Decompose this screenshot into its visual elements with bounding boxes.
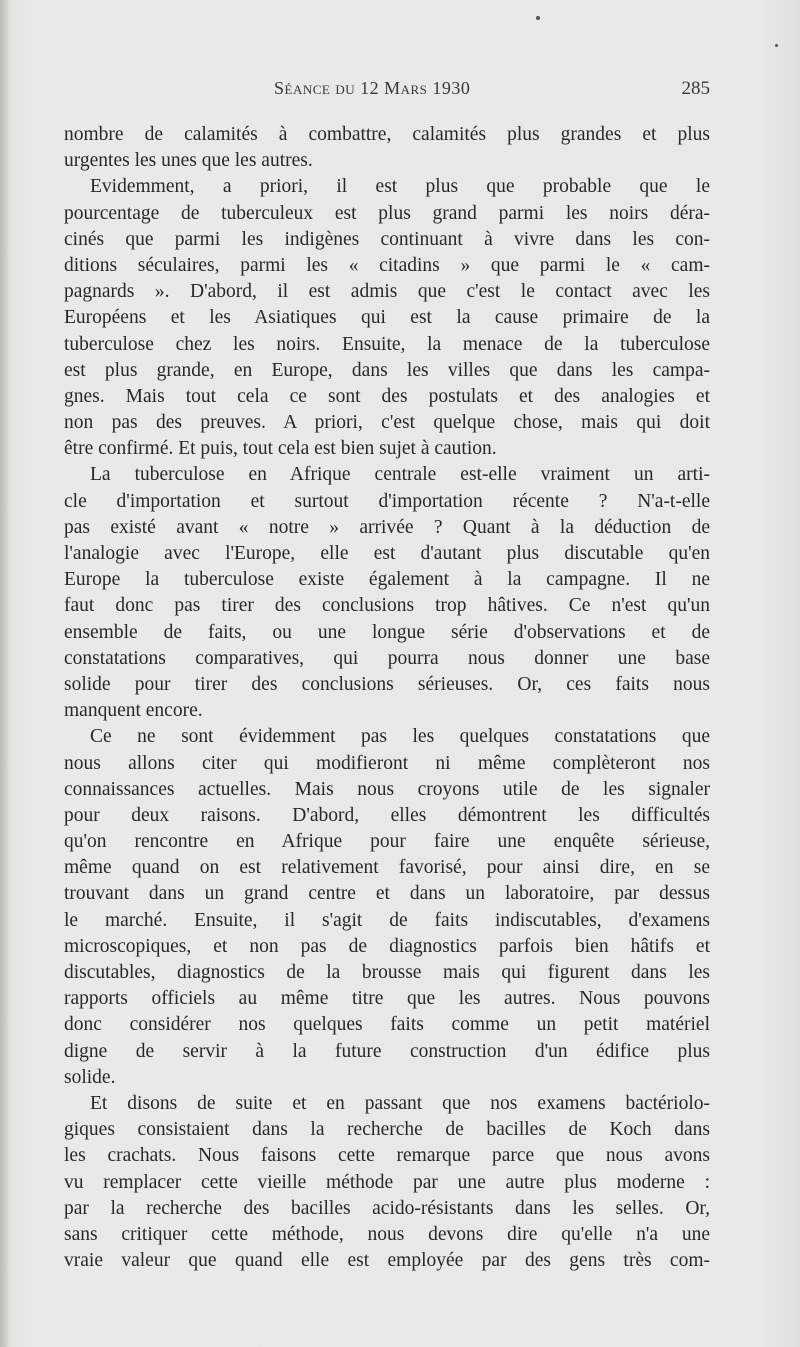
text-line: rapports officiels au même titre que les autres. Nous pouvons	[64, 988, 710, 1010]
text-line: tuberculose chez les noirs. Ensuite, la menace de la tuberculose	[64, 333, 710, 355]
text-line: vraie valeur que quand elle est employée par des gens très com-	[64, 1250, 710, 1272]
text-line: par la recherche des bacilles acido-résistants dans les selles. Or,	[64, 1197, 710, 1219]
text-line: connaissances actuelles. Mais nous croyons utile de les signaler	[64, 778, 710, 800]
text-line: pour deux raisons. D'abord, elles démontrent les difficultés	[64, 804, 710, 826]
ink-speck	[775, 44, 778, 47]
text-line: donc considérer nos quelques faits comme un petit matériel	[64, 1014, 710, 1036]
text-line: Européens et les Asiatiques qui est la cause primaire de la	[64, 307, 710, 329]
text-line: discutables, diagnostics de la brousse mais qui figurent dans les	[64, 962, 710, 983]
text-line: solide.	[64, 1066, 116, 1088]
text-line: Et disons de suite et en passant que nos examens bactériolo-	[90, 1092, 710, 1114]
text-line: Europe la tuberculose existe également à la campagne. Il ne	[64, 569, 710, 591]
text-line: digne de servir à la future construction d'un édifice plus	[64, 1040, 710, 1062]
text-line: microscopiques, et non pas de diagnostics parfois bien hâtifs et	[64, 935, 710, 957]
text-line: même quand on est relativement favorisé, pour ainsi dire, en se	[64, 857, 710, 879]
text-line: constatations comparatives, qui pourra nous donner une base	[64, 647, 710, 669]
text-line: pas existé avant « notre » arrivée ? Quant à la déduction de	[64, 516, 710, 538]
text-line: les crachats. Nous faisons cette remarque parce que nous avons	[64, 1145, 710, 1167]
text-line: sans critiquer cette méthode, nous devons dire qu'elle n'a une	[64, 1223, 710, 1245]
text-line: trouvant dans un grand centre et dans un laboratoire, par dessus	[64, 883, 710, 905]
text-line: Evidemment, a priori, il est plus que probable que le	[90, 176, 710, 198]
body-text	[64, 122, 710, 1274]
text-line: l'analogie avec l'Europe, elle est d'autant plus discutable qu'en	[64, 543, 710, 564]
ink-speck	[536, 16, 540, 20]
page-edge-shadow	[0, 0, 10, 1347]
text-line: Ce ne sont évidemment pas les quelques constatations que	[90, 726, 710, 748]
text-line: vu remplacer cette vieille méthode par une autre plus moderne :	[64, 1171, 710, 1193]
text-line: nombre de calamités à combattre, calamités plus grandes et plus	[64, 124, 710, 145]
text-line: pagnards ». D'abord, il est admis que c'est le contact avec les	[64, 281, 710, 303]
text-line: pourcentage de tuberculeux est plus grand parmi les noirs déra-	[64, 202, 710, 224]
text-line: non pas des preuves. A priori, c'est quelque chose, mais qui doit	[64, 412, 710, 434]
text-line: gnes. Mais tout cela ce sont des postulats et des analogies et	[64, 385, 710, 407]
text-line: ditions séculaires, parmi les « citadins » que parmi le « cam-	[64, 254, 710, 276]
page-header	[64, 78, 710, 102]
text-line: faut donc pas tirer des conclusions trop hâtives. Ce n'est qu'un	[64, 595, 710, 617]
text-line: ensemble de faits, ou une longue série d'observations et de	[64, 621, 710, 643]
text-line: être confirmé. Et puis, tout cela est bien sujet à caution.	[64, 438, 497, 460]
text-line: nous allons citer qui modifieront ni même complèteront nos	[64, 752, 710, 774]
text-line: est plus grande, en Europe, dans les villes que dans les campa-	[64, 359, 710, 381]
text-line: solide pour tirer des conclusions sérieuses. Or, ces faits nous	[64, 673, 710, 695]
text-line: le marché. Ensuite, il s'agit de faits indiscutables, d'examens	[64, 909, 710, 931]
text-line: manquent encore.	[64, 700, 203, 722]
page-number: 285	[681, 78, 710, 99]
text-line: qu'on rencontre en Afrique pour faire une enquête sérieuse,	[64, 831, 710, 853]
text-line: La tuberculose en Afrique centrale est-elle vraiment un arti-	[90, 464, 710, 486]
text-line: urgentes les unes que les autres.	[64, 150, 313, 172]
text-line: cle d'importation et surtout d'importation récente ? N'a-t-elle	[64, 490, 710, 512]
running-head: Séance du 12 Mars 1930	[274, 78, 471, 98]
text-line: giques consistaient dans la recherche de bacilles de Koch dans	[64, 1119, 710, 1141]
text-line: cinés que parmi les indigènes continuant à vivre dans les con-	[64, 228, 710, 250]
